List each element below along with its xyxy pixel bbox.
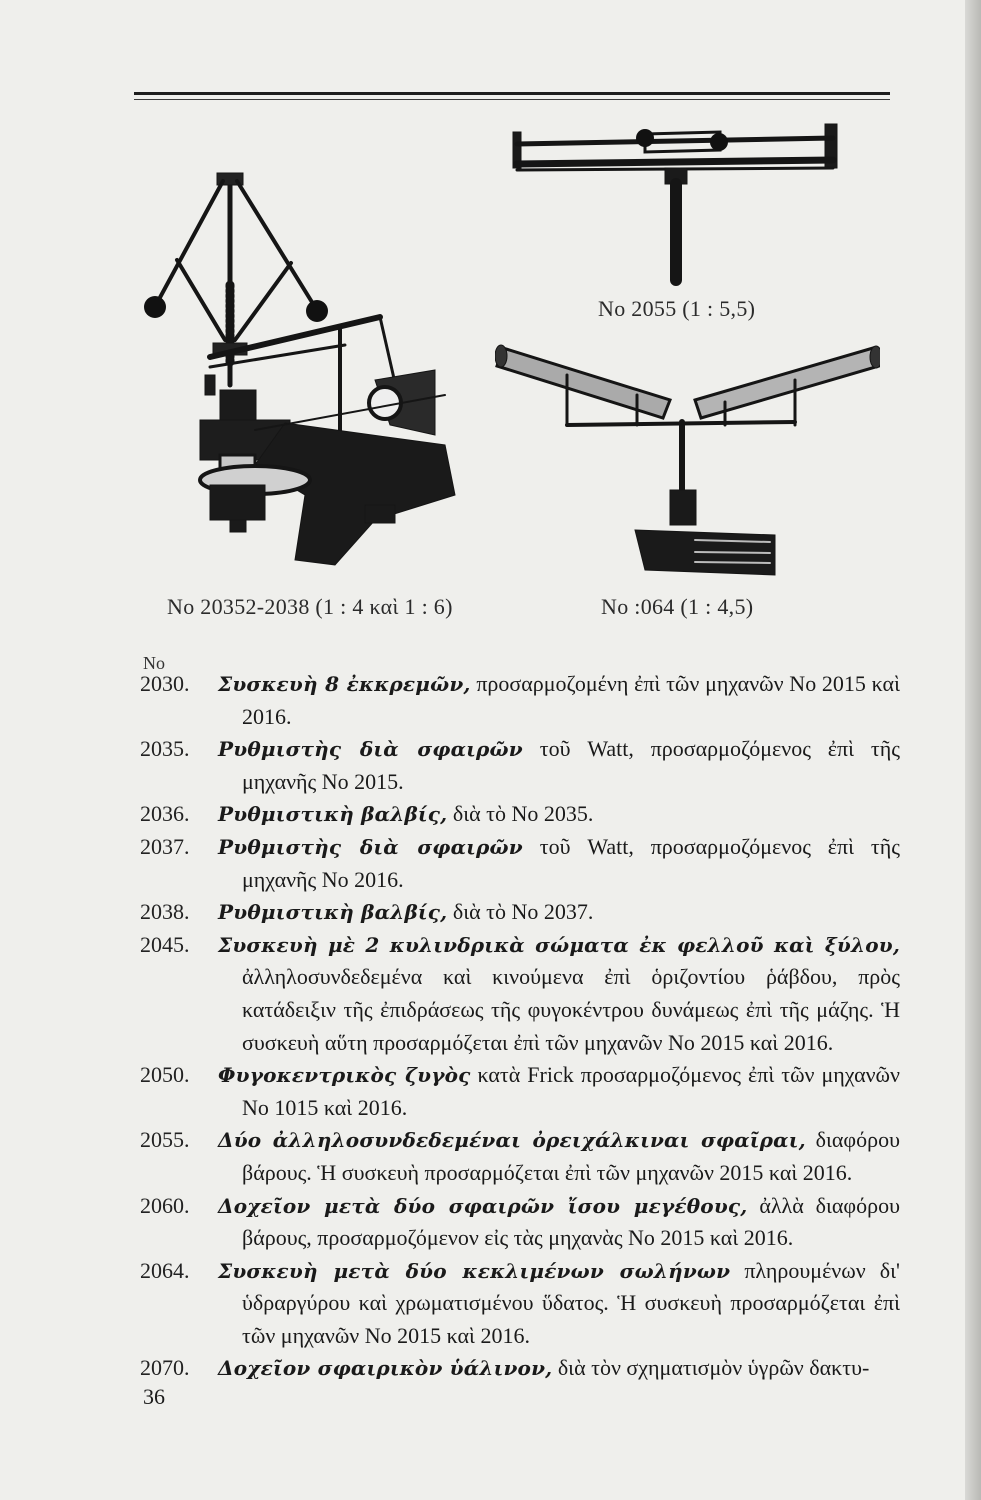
balance-apparatus-figure xyxy=(505,120,845,292)
entry-text: κατὰ Frick προσαρμοζόμενος ἐπὶ τῶν μηχανῶν No 1015 καὶ 2016. xyxy=(242,1062,900,1120)
entry-text: διαφόρου βάρους. Ἡ συσκευὴ προσαρμόζεται ἐπὶ τῶν μηχανῶν 2015 καὶ 2016. xyxy=(242,1127,900,1185)
entry-number: 2060. xyxy=(140,1192,190,1218)
governor-figure-caption: No 20352-2038 (1 : 4 καὶ 1 : 6) xyxy=(167,594,453,619)
entry-text: προσαρμοζομένη ἐπὶ τῶν μηχανῶν No 2015 καὶ 2016. xyxy=(242,671,901,729)
list-header: No xyxy=(143,653,165,673)
entry-title: Συσκευὴ 8 ἐκκρεμῶν, xyxy=(218,672,471,696)
catalogue-entry xyxy=(140,733,900,798)
entry-number: 2038. xyxy=(140,899,190,925)
catalogue-entry xyxy=(140,1124,900,1189)
entry-number: 2035. xyxy=(140,736,190,762)
catalogue-entry xyxy=(140,668,900,733)
entry-text: ἀλληλοσυνδεδεμένα καὶ κινούμενα ἐπὶ ὁριζοντίου ῥάβδου, πρὸς κατάδειξιν τῆς ἐπιδράσεως τῆς φυγοκέντρου δυνάμεως ἐπὶ τῆς μάζης. Ἡ συσκευὴ αὕτη προσαρμόζεται ἐπὶ τῶν μηχανῶν No 2015 καὶ 2016. xyxy=(242,964,900,1055)
entry-title: Συσκευὴ μὲ 2 κυλινδρικὰ σώματα ἐκ φελλοῦ καὶ ξύλου, xyxy=(218,932,900,957)
catalogue-entry xyxy=(140,1255,900,1353)
header-rule-thin xyxy=(134,99,890,100)
page-edge xyxy=(965,0,981,1500)
entry-title: Ρυθμιστὴς διὰ σφαιρῶν xyxy=(218,737,523,762)
entry-number: 2030. xyxy=(140,671,190,696)
entry-text: τοῦ Watt, προσαρμοζόμενος ἐπὶ τῆς μηχανῆς No 2015. xyxy=(242,736,900,794)
governor-apparatus-figure xyxy=(135,165,470,585)
catalogue-entry xyxy=(140,831,900,896)
catalogue-entry xyxy=(140,896,900,929)
entry-text: τοῦ Watt, προσαρμοζόμενος ἐπὶ τῆς μηχανῆς No 2016. xyxy=(242,833,900,892)
entry-text: διὰ τὸ No 2035. xyxy=(447,801,594,827)
tubes-figure-caption: No :064 (1 : 4,5) xyxy=(601,594,754,619)
entry-title: Φυγοκεντρικὸς ζυγὸς xyxy=(218,1063,471,1088)
entry-number: 2050. xyxy=(140,1062,190,1088)
header-rule xyxy=(134,92,890,95)
inclined-tubes-figure xyxy=(495,330,880,585)
entry-number: 2070. xyxy=(140,1355,190,1381)
entry-text: διὰ τὸν σχηματισμὸν ὑγρῶν δακτυ- xyxy=(552,1355,870,1381)
entry-number: 2055. xyxy=(140,1127,190,1153)
entry-text: ἀλλὰ διαφόρου βάρους, προσαρμοζόμενον εἰς τὰς μηχανὰς No 2015 καὶ 2016. xyxy=(242,1192,900,1251)
entry-title: Δοχεῖον μετὰ δύο σφαιρῶν ἴσου μεγέθους, xyxy=(218,1193,748,1218)
catalogue-entries xyxy=(140,668,900,1385)
entry-title: Συσκευὴ μετὰ δύο κεκλιμένων σωλήνων xyxy=(218,1258,731,1283)
entry-title: Δοχεῖον σφαιρικὸν ὑάλινον, xyxy=(218,1356,553,1381)
catalogue-entry xyxy=(140,929,900,1059)
page-number: 36 xyxy=(143,1384,165,1409)
entry-title: Ρυθμιστικὴ βαλβίς, xyxy=(218,900,448,925)
catalogue-entry xyxy=(140,1059,900,1124)
entry-number: 2036. xyxy=(140,801,190,827)
entry-title: Δύο ἀλληλοσυνδεδεμέναι ὀρειχάλκιναι σφαῖραι, xyxy=(218,1128,806,1153)
entry-text: πληρουμένων δι' ὑδραργύρου καὶ χρωματισμένου ὕδατος. Ἡ συσκευὴ προσαρμόζεται ἐπὶ τῶν μηχανῶν No 2015 καὶ 2016. xyxy=(242,1257,900,1348)
catalogue-entry xyxy=(140,1190,900,1255)
balance-figure-caption: No 2055 (1 : 5,5) xyxy=(598,296,756,321)
entry-text: διὰ τὸ No 2037. xyxy=(447,899,594,925)
entry-number: 2064. xyxy=(140,1257,190,1283)
catalogue-entry xyxy=(140,798,900,831)
entry-number: 2045. xyxy=(140,931,190,957)
entry-number: 2037. xyxy=(140,833,190,859)
entry-title: Ρυθμιστικὴ βαλβίς, xyxy=(218,802,448,827)
entry-title: Ρυθμιστὴς διὰ σφαιρῶν xyxy=(218,834,523,859)
catalogue-entry xyxy=(140,1352,900,1385)
